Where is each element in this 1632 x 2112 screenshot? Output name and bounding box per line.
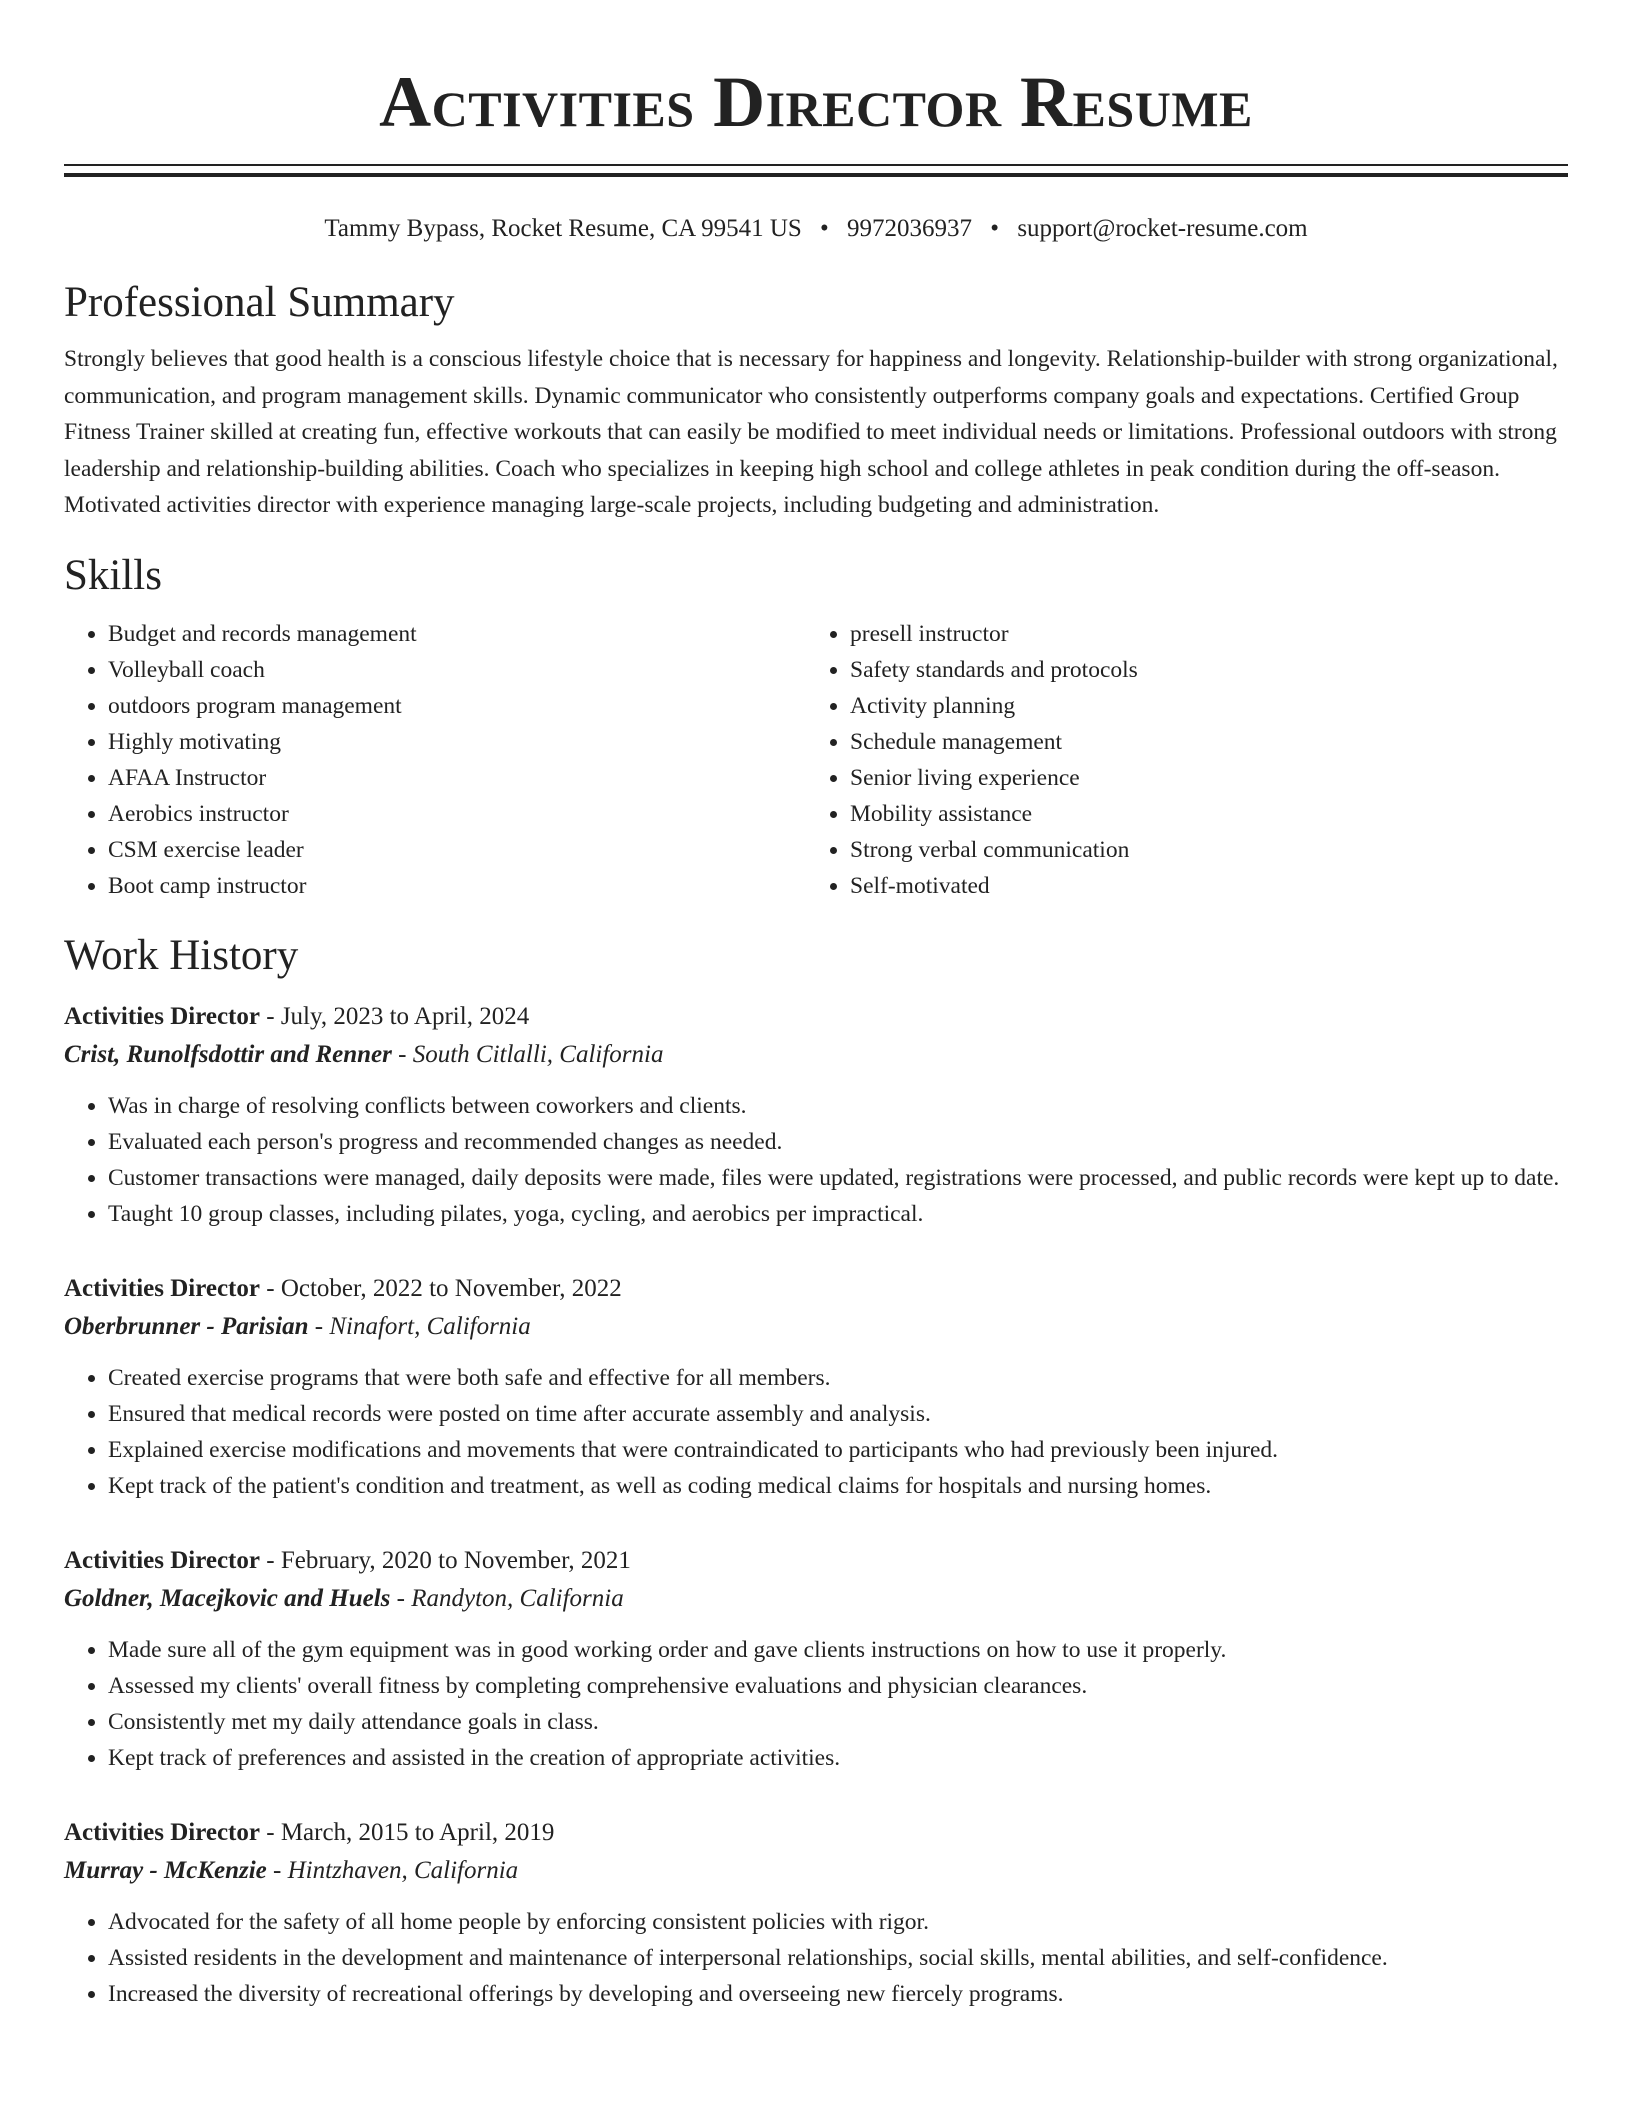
skill-item: • Mobility assistance: [850, 796, 1548, 832]
job-location: Hintzhaven, California: [287, 1856, 519, 1884]
contact-separator: •: [990, 215, 1000, 242]
job-bullet: • Made sure all of the gym equipment was in good working order and gave clients instructions on how to use it properly.: [108, 1632, 1568, 1668]
job-company: Murray - McKenzie: [64, 1856, 267, 1884]
job-title: Activities Director: [64, 1274, 260, 1302]
skill-item: • presell instructor: [850, 616, 1548, 652]
skills-columns: [64, 616, 1568, 904]
skills-heading: Skills: [64, 551, 162, 599]
skills-section: [64, 550, 1568, 904]
job-company: Goldner, Macejkovic and Huels: [64, 1584, 391, 1612]
job-entry: [64, 998, 1568, 1232]
job-bullet: • Customer transactions were managed, daily deposits were made, files were updated, registrations were processed, and public records were kept up to date.: [108, 1160, 1568, 1196]
skill-item: • AFAA Instructor: [108, 760, 806, 796]
page-title: Activities Director Resume: [379, 62, 1253, 142]
job-location: South Citlalli, California: [412, 1040, 664, 1068]
skill-item: • Activity planning: [850, 688, 1548, 724]
skill-item: • Boot camp instructor: [108, 868, 806, 904]
summary-heading: Professional Summary: [64, 279, 455, 326]
job-title: Activities Director: [64, 1546, 260, 1574]
skill-item: • Schedule management: [850, 724, 1548, 760]
job-title: Activities Director: [64, 1818, 260, 1846]
skill-item: • Highly motivating: [108, 724, 806, 760]
skill-item: • Self-motivated: [850, 868, 1548, 904]
job-entry: [64, 1814, 1568, 2012]
job-bullet: • Assessed my clients' overall fitness by completing comprehensive evaluations and physician clearances.: [108, 1668, 1568, 1704]
title-rule-thick: [64, 173, 1568, 177]
job-bullets: [64, 1904, 1568, 2012]
job-bullet: • Advocated for the safety of all home people by enforcing consistent policies with rigor.: [108, 1904, 1568, 1940]
job-bullet: • Taught 10 group classes, including pilates, yoga, cycling, and aerobics per impractical.: [108, 1196, 1568, 1232]
contact-address: Tammy Bypass, Rocket Resume, CA 99541 US: [324, 215, 802, 242]
skill-item: • Budget and records management: [108, 616, 806, 652]
skill-item: • Senior living experience: [850, 760, 1548, 796]
job-entry: [64, 1270, 1568, 1504]
job-header: Activities Director - February, 2020 to November, 2021: [64, 1546, 631, 1574]
contact-separator: •: [820, 215, 829, 242]
job-entry: [64, 1542, 1568, 1776]
skill-item: • Strong verbal communication: [850, 832, 1548, 868]
skill-item: • Aerobics instructor: [108, 796, 806, 832]
job-bullet: • Was in charge of resolving conflicts between coworkers and clients.: [108, 1088, 1568, 1124]
job-company-line: Oberbrunner - Parisian - Ninafort, California: [64, 1312, 531, 1340]
summary-section: [64, 277, 1568, 524]
job-bullet: • Assisted residents in the development and maintenance of interpersonal relationships, social skills, mental abilities, and self-confidence.: [108, 1940, 1568, 1976]
skill-item: • Safety standards and protocols: [850, 652, 1548, 688]
job-location: Randyton, California: [411, 1584, 624, 1612]
job-bullet: • Consistently met my daily attendance goals in class.: [108, 1704, 1568, 1740]
contact-phone: 9972036937: [847, 215, 973, 242]
job-dates: July, 2023 to April, 2024: [280, 1002, 530, 1030]
job-header: Activities Director - July, 2023 to April, 2024: [64, 1002, 530, 1030]
skill-item: • Volleyball coach: [108, 652, 806, 688]
job-dates: March, 2015 to April, 2019: [280, 1818, 555, 1846]
job-location: Ninafort, California: [329, 1312, 531, 1340]
job-company: Oberbrunner - Parisian: [64, 1312, 309, 1340]
job-bullet: • Increased the diversity of recreational offerings by developing and overseeing new fiercely programs.: [108, 1976, 1568, 2012]
job-company-line: Goldner, Macejkovic and Huels - Randyton, California: [64, 1584, 624, 1612]
job-bullet: • Kept track of the patient's condition and treatment, as well as coding medical claims for hospitals and nursing homes.: [108, 1468, 1568, 1504]
job-header: Activities Director - October, 2022 to November, 2022: [64, 1274, 622, 1302]
job-title: Activities Director: [64, 1002, 260, 1030]
work-history-heading: Work History: [64, 931, 299, 979]
job-bullets: [64, 1632, 1568, 1776]
work-history-section: [64, 930, 1568, 2012]
skills-list-left: [64, 616, 806, 904]
job-company: Crist, Runolfsdottir and Renner: [64, 1040, 392, 1068]
job-header: Activities Director - March, 2015 to April, 2019: [64, 1818, 555, 1846]
job-bullets: [64, 1088, 1568, 1232]
job-dates: February, 2020 to November, 2021: [280, 1546, 631, 1574]
job-dates: October, 2022 to November, 2022: [280, 1274, 622, 1302]
job-bullet: • Explained exercise modifications and movements that were contraindicated to participants who had previously been injured.: [108, 1432, 1568, 1468]
summary-text: Strongly believes that good health is a conscious lifestyle choice that is necessary for happiness and longevity. Relationship-builder with strong organizational, communication, and program management skills. Dynamic communicator who consistently outperforms company goals and expectations. Certified Group Fitness Trainer skilled at creating fun, effective workouts that can easily be modified to meet individual needs or limitations. Professional outdoors with strong leadership and relationship-building abilities. Coach who specializes in keeping high school and college athletes in peak condition during the off-season. Motivated activities director with experience managing large-scale projects, including budgeting and administration.: [64, 346, 1558, 518]
resume-page: [64, 0, 1568, 2012]
skill-item: • outdoors program management: [108, 688, 806, 724]
job-bullet: • Evaluated each person's progress and recommended changes as needed.: [108, 1124, 1568, 1160]
job-bullets: [64, 1360, 1568, 1504]
skills-list-right: [806, 616, 1548, 904]
job-bullet: • Created exercise programs that were both safe and effective for all members.: [108, 1360, 1568, 1396]
job-bullet: • Kept track of preferences and assisted in the creation of appropriate activities.: [108, 1740, 1568, 1776]
contact-email: support@rocket-resume.com: [1017, 215, 1308, 242]
title-rule-thin: [64, 164, 1568, 166]
skill-item: • CSM exercise leader: [108, 832, 806, 868]
job-bullet: • Ensured that medical records were posted on time after accurate assembly and analysis.: [108, 1396, 1568, 1432]
contact-line: [64, 213, 1568, 245]
job-company-line: Murray - McKenzie - Hintzhaven, California: [64, 1856, 519, 1884]
job-company-line: Crist, Runolfsdottir and Renner - South Citlalli, California: [64, 1040, 664, 1068]
